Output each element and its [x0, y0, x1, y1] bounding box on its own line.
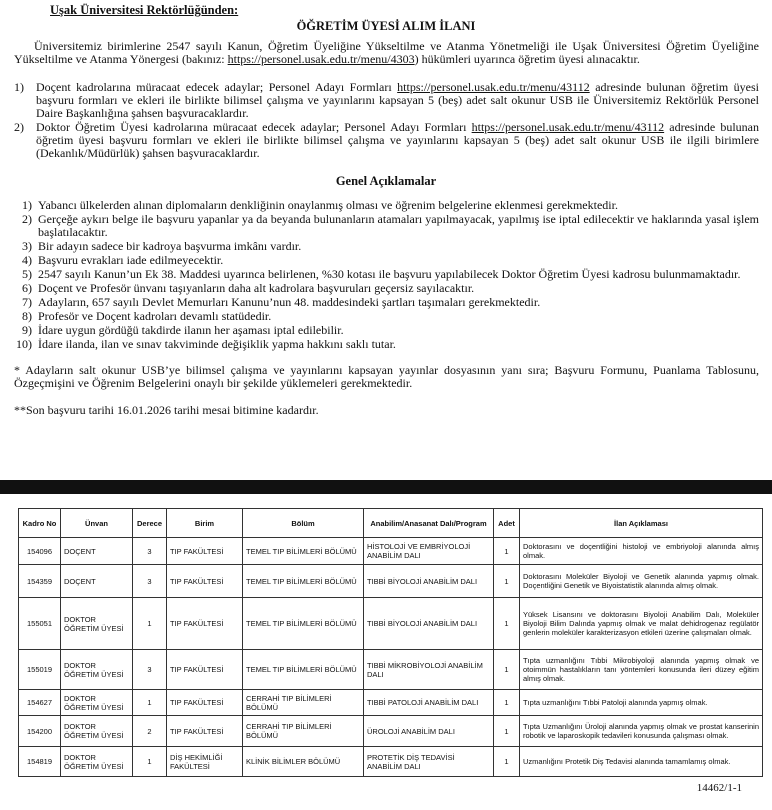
cell-bolum: TEMEL TIP BİLİMLERİ BÖLÜMÜ [243, 598, 364, 650]
cell-birim: TIP FAKÜLTESİ [167, 650, 243, 690]
cell-derece: 1 [133, 747, 167, 777]
cell-birim: TIP FAKÜLTESİ [167, 598, 243, 650]
separator-bar [0, 480, 772, 494]
table-row [19, 747, 763, 777]
cell-birim: TIP FAKÜLTESİ [167, 538, 243, 565]
col-header-aciklama: İlan Açıklaması [520, 509, 763, 538]
cell-aciklama: Yüksek Lisansını ve doktorasını Biyoloji Anabilim Dalı, Moleküler Biyoloji Bilim Dalında yapmış olmak ve malat dehidrogenaz regülatör genlerin moleküler karakterizasyon etkileri üzerine çalışmaları olmak. [520, 598, 763, 650]
cell-kadro: 154200 [19, 716, 61, 747]
item-number: 7) [22, 295, 32, 309]
col-header-anabilim: Anabilim/Anasanat Dalı/Program [364, 509, 494, 538]
item-text: 2547 sayılı Kanun’un Ek 38. Maddesi uyarınca belirlenen, %30 kotası ile başvuru yapılabilecek Doktor Öğretim Üyesi kadrosu bulunmamaktadır. [38, 267, 741, 281]
intro-text-end: ) hükümleri uyarınca öğretim üyesi alınacaktır. [414, 52, 640, 66]
cell-bolum: TEMEL TIP BİLİMLERİ BÖLÜMÜ [243, 565, 364, 598]
item-number: 9) [22, 323, 32, 337]
cell-anabilim: TIBBİ MİKROBİYOLOJİ ANABİLİM DALI [364, 650, 494, 690]
cell-unvan: DOKTOR ÖĞRETİM ÜYESİ [61, 650, 133, 690]
cell-birim: TIP FAKÜLTESİ [167, 565, 243, 598]
table-row [19, 538, 763, 565]
table-row [19, 565, 763, 598]
general-item [14, 199, 759, 212]
table-header-row [19, 509, 763, 538]
cell-adet: 1 [494, 690, 520, 716]
cell-adet: 1 [494, 747, 520, 777]
general-item [14, 254, 759, 267]
item-text: İdare ilanda, ilan ve sınav takviminde değişiklik yapma hakkını saklı tutar. [38, 337, 396, 351]
col-header-derece: Derece [133, 509, 167, 538]
item-text: İdare uygun gördüğü takdirde ilanın her aşaması iptal edilebilir. [38, 323, 344, 337]
cell-derece: 1 [133, 690, 167, 716]
cell-adet: 1 [494, 716, 520, 747]
item-text: Başvuru evrakları iade edilmeyecektir. [38, 253, 224, 267]
application-item-1 [14, 81, 759, 120]
item-number: 2) [22, 212, 32, 226]
cell-anabilim: HİSTOLOJİ VE EMBRİYOLOJİ ANABİLİM DALI [364, 538, 494, 565]
intro-paragraph [14, 40, 759, 66]
general-item [14, 324, 759, 337]
cell-unvan: DOKTOR ÖĞRETİM ÜYESİ [61, 598, 133, 650]
cell-unvan: DOÇENT [61, 565, 133, 598]
cell-derece: 3 [133, 538, 167, 565]
cell-anabilim: TIBBİ BİYOLOJİ ANABİLİM DALI [364, 598, 494, 650]
general-item [14, 310, 759, 323]
cell-aciklama: Doktorasını ve doçentliğini histoloji ve embriyoloji alanında almış olmak. [520, 538, 763, 565]
cell-anabilim: ÜROLOJİ ANABİLİM DALI [364, 716, 494, 747]
cell-birim: TIP FAKÜLTESİ [167, 716, 243, 747]
intro-text-start: Üniversitemiz birimlerine 2547 sayılı Kanun, Öğretim Üyeliğine Yükseltilme ve Atanma Yönetmeliği ile Uşak Üniversitesi Öğretim Üyeliğine Yükseltilme ve Atanma Yönergesi (bakınız: [14, 39, 759, 66]
general-item [14, 282, 759, 295]
item-text-end: adresinde bulunan öğretim üyesi başvuru formları ve ekleri ile birlikte bilimsel çalışma ve yayınlarını kapsayan 5 (beş) adet salt okunur USB ile Üniversitemiz Rektörlük Personel Daire Başkanlığına şahsen başvuracaklardır. [36, 80, 759, 120]
item-text-end: adresinde bulunan öğretim üyesi başvuru formları ve ekleri ile birlikte bilimsel çalışma ve yayınlarını kapsayan 5 (beş) adet salt okunur USB ile ilgili birimlere (Dekanlık/Müdürlük) şahsen başvuracaklardır. [36, 120, 759, 160]
cell-derece: 1 [133, 598, 167, 650]
cell-unvan: DOKTOR ÖĞRETİM ÜYESİ [61, 747, 133, 777]
cell-bolum: KLİNİK BİLİMLER BÖLÜMÜ [243, 747, 364, 777]
item-text: Profesör ve Doçent kadroları devamlı statüdedir. [38, 309, 272, 323]
item-text: Doçent ve Profesör ünvanı taşıyanların daha alt kadrolara başvuruları geçersiz sayılacaktır. [38, 281, 475, 295]
item-text: Bir adayın sadece bir kadroya başvurma imkânı vardır. [38, 239, 302, 253]
cell-adet: 1 [494, 538, 520, 565]
cell-kadro: 154096 [19, 538, 61, 565]
cell-aciklama: Uzmanlığını Protetik Diş Tedavisi alanında tamamlamış olmak. [520, 747, 763, 777]
item-text: Gerçeğe aykırı belge ile başvuru yapanlar ya da beyanda bulunanların atamaları yapılmayacak, yapılmış ise iptal edilecektir ve haklarında yasal işlem başlatılacaktır. [38, 212, 759, 239]
positions-table [18, 508, 763, 777]
forms-link[interactable]: https://personel.usak.edu.tr/menu/43112 [397, 80, 590, 94]
table-row [19, 598, 763, 650]
general-item [14, 338, 759, 351]
item-number: 1) [14, 80, 24, 94]
issuer-header: Uşak Üniversitesi Rektörlüğünden: [50, 3, 239, 17]
regulation-link[interactable]: https://personel.usak.edu.tr/menu/4303 [227, 52, 415, 66]
table-row [19, 690, 763, 716]
cell-adet: 1 [494, 598, 520, 650]
cell-aciklama: Tıpta uzmanlığını Tıbbi Patoloji alanında yapmış olmak. [520, 690, 763, 716]
item-number: 3) [22, 239, 32, 253]
item-text: Yabancı ülkelerden alınan diplomaların denkliğinin onaylanmış olması ve öğrenim belgelerine eklenmesi gerekmektedir. [38, 198, 618, 212]
general-item [14, 296, 759, 309]
cell-adet: 1 [494, 565, 520, 598]
cell-aciklama: Tıpta uzmanlığını Tıbbi Mikrobiyoloji alanında yapmış olmak ve otoimmün hastalıkların tanı yöntemleri konusunda ileri düzey eğitim almış olmak. [520, 650, 763, 690]
cell-aciklama: Doktorasını Moleküler Biyoloji ve Genetik alanında yapmış olmak. Doçentliğini Genetik ve Biyoistatistik alanında almış olmak. [520, 565, 763, 598]
col-header-unvan: Ünvan [61, 509, 133, 538]
cell-anabilim: PROTETİK DİŞ TEDAVİSİ ANABİLİM DALI [364, 747, 494, 777]
cell-anabilim: TIBBİ BİYOLOJİ ANABİLİM DALI [364, 565, 494, 598]
cell-unvan: DOKTOR ÖĞRETİM ÜYESİ [61, 716, 133, 747]
cell-bolum: CERRAHİ TIP BİLİMLERİ BÖLÜMÜ [243, 690, 364, 716]
cell-aciklama: Tıpta Uzmanlığını Üroloji alanında yapmış olmak ve prostat kanserinin robotik ve laparoskopik tedavileri konusunda çalışması olmak. [520, 716, 763, 747]
cell-bolum: CERRAHİ TIP BİLİMLERİ BÖLÜMÜ [243, 716, 364, 747]
cell-unvan: DOKTOR ÖĞRETİM ÜYESİ [61, 690, 133, 716]
item-number: 4) [22, 253, 32, 267]
item-text-start: Doktor Öğretim Üyesi kadrolarına müracaat edecek adaylar; Personel Adayı Formları [36, 120, 472, 134]
cell-kadro: 154819 [19, 747, 61, 777]
usb-note: * Adayların salt okunur USB’ye bilimsel çalışma ve yayınlarını kapsayan yayınlar dosyasının yanı sıra; Başvuru Formunu, Puanlama Tablosunu, Özgeçmişini ve Öğrenim Belgelerini onaylı bir şekilde yüklemeleri gerekmektedir. [14, 363, 759, 390]
cell-derece: 3 [133, 565, 167, 598]
deadline-note: **Son başvuru tarihi 16.01.2026 tarihi mesai bitimine kadardır. [14, 403, 319, 417]
cell-derece: 3 [133, 650, 167, 690]
cell-adet: 1 [494, 650, 520, 690]
general-item [14, 240, 759, 253]
section-title: Genel Açıklamalar [335, 174, 437, 188]
col-header-adet: Adet [494, 509, 520, 538]
col-header-kadro: Kadro No [19, 509, 61, 538]
cell-bolum: TEMEL TIP BİLİMLERİ BÖLÜMÜ [243, 650, 364, 690]
cell-bolum: TEMEL TIP BİLİMLERİ BÖLÜMÜ [243, 538, 364, 565]
general-item [14, 268, 759, 281]
table-row [19, 716, 763, 747]
item-number: 2) [14, 120, 24, 134]
item-text-start: Doçent kadrolarına müracaat edecek adaylar; Personel Adayı Formları [36, 80, 398, 94]
page-reference: 14462/1-1 [696, 782, 742, 794]
cell-birim: DİŞ HEKİMLİĞİ FAKÜLTESİ [167, 747, 243, 777]
general-item [14, 213, 759, 239]
cell-kadro: 154359 [19, 565, 61, 598]
table-row [19, 650, 763, 690]
cell-kadro: 155019 [19, 650, 61, 690]
col-header-bolum: Bölüm [243, 509, 364, 538]
item-number: 1) [22, 198, 32, 212]
item-number: 6) [22, 281, 32, 295]
forms-link[interactable]: https://personel.usak.edu.tr/menu/43112 [471, 120, 665, 134]
application-item-2 [14, 121, 759, 160]
col-header-birim: Birim [167, 509, 243, 538]
cell-unvan: DOÇENT [61, 538, 133, 565]
cell-anabilim: TIBBİ PATOLOJİ ANABİLİM DALI [364, 690, 494, 716]
item-number: 10) [16, 337, 32, 351]
cell-kadro: 155051 [19, 598, 61, 650]
cell-birim: TIP FAKÜLTESİ [167, 690, 243, 716]
item-number: 5) [22, 267, 32, 281]
cell-kadro: 154627 [19, 690, 61, 716]
item-text: Adayların, 657 sayılı Devlet Memurları Kanunu’nun 48. maddesindeki şartları taşımaları gerekmektedir. [38, 295, 541, 309]
cell-derece: 2 [133, 716, 167, 747]
page-title: ÖĞRETİM ÜYESİ ALIM İLANI [296, 19, 476, 33]
item-number: 8) [22, 309, 32, 323]
